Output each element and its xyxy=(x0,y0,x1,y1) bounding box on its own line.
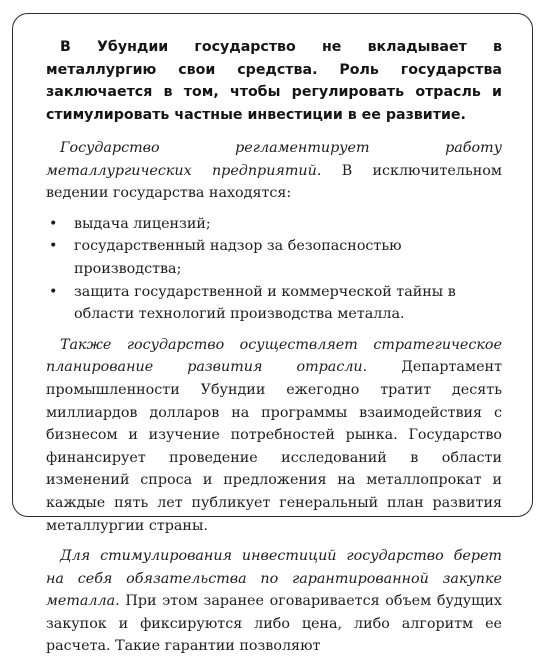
paragraph-regulation-italic: Государство регламентирует работу металлургических предприятий xyxy=(46,140,502,179)
text-box xyxy=(12,13,533,655)
paragraph-regulation xyxy=(46,137,502,205)
paragraph-planning xyxy=(46,334,502,537)
list-item-text: выдача лицензий; xyxy=(74,215,211,232)
bullet-icon: • xyxy=(49,283,58,300)
paragraph-investment-italic: Для стимулирования инвестиций государство берет на себя обязательства по гарантированной закупке металла xyxy=(46,548,502,610)
paragraph-investment-text: . При этом заранее оговаривается объем будущих закупок и фиксируются либо цена, либо алгоритм ее расчета. Такие гарантии позволяют xyxy=(46,593,502,655)
paragraph-planning-italic: Также государство осуществляет стратегическое планирование развития отрасли xyxy=(46,336,502,376)
paragraph-regulation-text: . В исключительном ведении государства находятся: xyxy=(46,162,502,202)
list-item xyxy=(46,235,502,280)
list-item-text: защита государственной и коммерческой тайны в области технологий производства металла. xyxy=(74,283,456,323)
list-item-text: государственный надзор за безопасностью производства; xyxy=(74,238,402,277)
bullet-icon: • xyxy=(49,215,58,232)
bullet-icon: • xyxy=(49,238,58,255)
list-item xyxy=(46,281,502,326)
list-item xyxy=(46,213,502,236)
paragraph-planning-text: . Департамент промышленности Убундии ежегодно тратит десять миллиардов долларов на программы взаимодействия с бизнесом и изучение потребностей рынка. Государство финансирует проведение исследований в области изменений спроса и предложения на металлопрокат и каждые пять лет публикует генеральный план развития металлургии страны. xyxy=(46,359,502,534)
paragraph-investment xyxy=(46,545,502,658)
bullet-list xyxy=(46,213,502,326)
lead-paragraph: В Убундии государство не вкладывает в металлургию свои средства. Роль государства заключается в том, чтобы регулировать отрасль и стимулировать частные инвестиции в ее развитие. xyxy=(46,39,502,123)
